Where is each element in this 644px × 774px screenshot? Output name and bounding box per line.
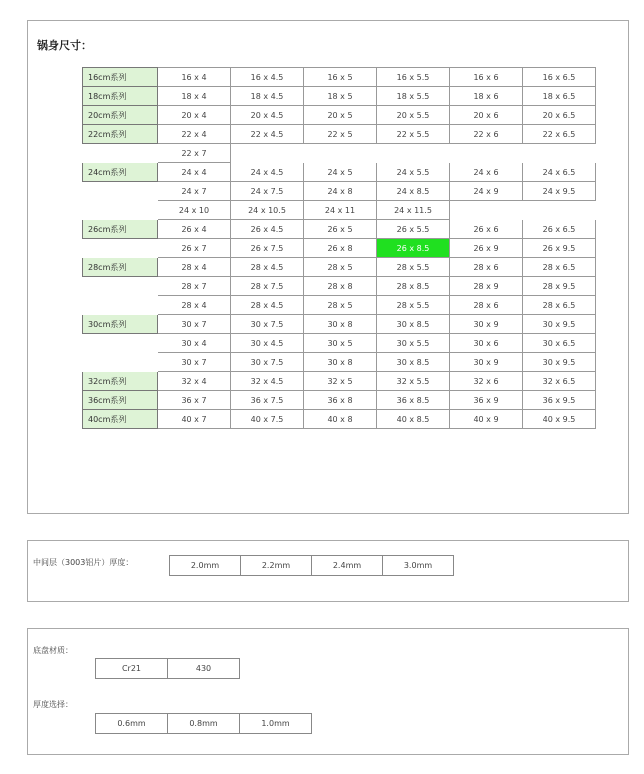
size-option[interactable]: 20 x 6 [450,106,523,125]
size-row [83,182,596,201]
size-option[interactable]: 36 x 9.5 [523,391,596,410]
size-option[interactable]: 18 x 6.5 [523,87,596,106]
series-label: 16cm系列 [83,68,158,87]
size-option[interactable]: 40 x 9.5 [523,410,596,429]
size-row [83,296,596,315]
middle-thickness-option[interactable]: 2.4mm [311,555,383,576]
size-option[interactable]: 26 x 5 [304,220,377,239]
series-label: 18cm系列 [83,87,158,106]
size-option[interactable]: 18 x 5.5 [377,87,450,106]
size-option[interactable]: 24 x 8 [304,182,377,201]
size-option[interactable]: 40 x 8 [304,410,377,429]
series-label: 22cm系列 [83,125,158,144]
size-option[interactable]: 30 x 5 [304,334,377,353]
size-option[interactable]: 28 x 5 [304,258,377,277]
size-option[interactable]: 26 x 7.5 [231,239,304,258]
series-label-empty [83,201,158,220]
size-option[interactable]: 18 x 4 [158,87,231,106]
size-option[interactable]: 24 x 5.5 [377,163,450,182]
series-label-empty [83,239,158,258]
size-option[interactable]: 28 x 4 [158,296,231,315]
size-row [83,277,596,296]
size-option[interactable]: 24 x 7 [158,182,231,201]
size-option[interactable]: 30 x 8 [304,315,377,334]
size-option[interactable]: 24 x 4.5 [231,163,304,182]
size-option[interactable]: 20 x 4 [158,106,231,125]
size-option[interactable]: 28 x 6 [450,258,523,277]
pot-size-table [82,67,596,429]
empty-cell [377,144,450,163]
size-option[interactable]: 30 x 7.5 [231,353,304,372]
size-row [83,125,596,144]
thickness-options [96,713,312,734]
size-option[interactable]: 28 x 8 [304,277,377,296]
size-option[interactable]: 28 x 5.5 [377,258,450,277]
size-option[interactable]: 24 x 6 [450,163,523,182]
size-row [83,258,596,277]
size-option[interactable]: 26 x 9.5 [523,239,596,258]
size-option[interactable]: 24 x 5 [304,163,377,182]
base-material-option[interactable]: 430 [167,658,240,679]
series-label-empty [83,296,158,315]
size-option[interactable]: 28 x 5.5 [377,296,450,315]
size-option[interactable]: 22 x 5.5 [377,125,450,144]
empty-cell [231,144,304,163]
size-option[interactable]: 30 x 8 [304,353,377,372]
size-option[interactable]: 18 x 6 [450,87,523,106]
middle-layer-panel [27,540,629,602]
size-option[interactable]: 40 x 8.5 [377,410,450,429]
size-option[interactable]: 32 x 4.5 [231,372,304,391]
size-row [83,372,596,391]
size-option[interactable]: 28 x 7.5 [231,277,304,296]
size-option[interactable]: 24 x 10.5 [231,201,304,220]
size-row [83,315,596,334]
size-option[interactable]: 16 x 6 [450,68,523,87]
size-option[interactable]: 32 x 6.5 [523,372,596,391]
series-label-empty [83,182,158,201]
series-label-empty [83,334,158,353]
size-option[interactable]: 20 x 4.5 [231,106,304,125]
size-option[interactable]: 22 x 5 [304,125,377,144]
series-label: 24cm系列 [83,163,158,182]
empty-cell [450,144,523,163]
size-option[interactable]: 26 x 6.5 [523,220,596,239]
size-option[interactable]: 16 x 5 [304,68,377,87]
base-material-option[interactable]: Cr21 [95,658,168,679]
size-option[interactable]: 22 x 4.5 [231,125,304,144]
series-label: 32cm系列 [83,372,158,391]
size-row [83,68,596,87]
size-row [83,353,596,372]
base-thickness-option[interactable]: 0.8mm [167,713,240,734]
size-option[interactable]: 28 x 4 [158,258,231,277]
size-option[interactable]: 36 x 7.5 [231,391,304,410]
size-option[interactable]: 24 x 10 [158,201,231,220]
size-row [83,106,596,125]
size-option[interactable]: 26 x 4.5 [231,220,304,239]
base-material-options [96,658,240,679]
middle-thickness-option[interactable]: 3.0mm [382,555,454,576]
empty-cell [523,201,596,220]
size-option[interactable]: 18 x 4.5 [231,87,304,106]
size-row [83,391,596,410]
size-option[interactable]: 16 x 6.5 [523,68,596,87]
series-label: 26cm系列 [83,220,158,239]
size-option[interactable]: 28 x 7 [158,277,231,296]
size-option[interactable]: 24 x 7.5 [231,182,304,201]
size-option[interactable]: 28 x 6.5 [523,296,596,315]
size-option[interactable]: 28 x 4.5 [231,258,304,277]
size-option[interactable]: 24 x 4 [158,163,231,182]
empty-cell [523,144,596,163]
size-option[interactable]: 24 x 11 [304,201,377,220]
size-option[interactable]: 22 x 6.5 [523,125,596,144]
size-option[interactable]: 24 x 6.5 [523,163,596,182]
size-option[interactable]: 30 x 9 [450,353,523,372]
size-option[interactable]: 26 x 4 [158,220,231,239]
size-option[interactable]: 30 x 4.5 [231,334,304,353]
size-option[interactable]: 24 x 11.5 [377,201,450,220]
series-label: 36cm系列 [83,391,158,410]
size-option[interactable]: 24 x 9.5 [523,182,596,201]
size-option[interactable]: 40 x 9 [450,410,523,429]
size-option[interactable]: 26 x 8 [304,239,377,258]
size-option[interactable]: 30 x 4 [158,334,231,353]
middle-thickness-option[interactable]: 2.0mm [169,555,241,576]
base-material-label: 底盘材质： [33,646,73,655]
size-row [83,220,596,239]
size-option[interactable]: 26 x 9 [450,239,523,258]
size-option[interactable]: 20 x 6.5 [523,106,596,125]
size-option[interactable]: 16 x 4 [158,68,231,87]
size-option[interactable]: 28 x 6.5 [523,258,596,277]
series-label: 20cm系列 [83,106,158,125]
size-option[interactable]: 40 x 7 [158,410,231,429]
size-option[interactable]: 30 x 7 [158,315,231,334]
size-option[interactable]: 32 x 5 [304,372,377,391]
series-label: 40cm系列 [83,410,158,429]
size-option[interactable]: 28 x 5 [304,296,377,315]
size-option[interactable]: 30 x 7 [158,353,231,372]
size-option[interactable]: 28 x 9 [450,277,523,296]
size-option[interactable]: 28 x 4.5 [231,296,304,315]
empty-cell [450,201,523,220]
size-option[interactable]: 28 x 6 [450,296,523,315]
size-option[interactable]: 30 x 6.5 [523,334,596,353]
size-option[interactable]: 30 x 9.5 [523,353,596,372]
size-row [83,239,596,258]
size-option[interactable]: 30 x 9.5 [523,315,596,334]
size-option[interactable]: 36 x 7 [158,391,231,410]
size-option[interactable]: 22 x 7 [158,144,231,163]
pot-size-title: 锅身尺寸： [37,39,92,52]
size-option[interactable]: 16 x 5.5 [377,68,450,87]
size-option[interactable]: 36 x 9 [450,391,523,410]
thickness-label: 厚度选择： [33,700,73,709]
middle-layer-label: 中间层（3003铝片）厚度： [33,558,134,567]
size-option[interactable]: 32 x 6 [450,372,523,391]
size-option[interactable]: 22 x 4 [158,125,231,144]
size-option[interactable]: 22 x 6 [450,125,523,144]
size-option[interactable]: 24 x 9 [450,182,523,201]
base-panel [27,628,629,755]
size-option[interactable]: 32 x 4 [158,372,231,391]
empty-cell [304,144,377,163]
size-row [83,201,596,220]
middle-thickness-option[interactable]: 2.2mm [240,555,312,576]
size-option[interactable]: 28 x 9.5 [523,277,596,296]
series-label-empty [83,277,158,296]
middle-layer-options [170,555,454,576]
size-row [83,334,596,353]
size-option[interactable]: 26 x 5.5 [377,220,450,239]
size-option[interactable]: 30 x 8.5 [377,353,450,372]
series-label: 30cm系列 [83,315,158,334]
size-option[interactable]: 36 x 8.5 [377,391,450,410]
size-option[interactable]: 28 x 8.5 [377,277,450,296]
size-option[interactable]: 30 x 8.5 [377,315,450,334]
size-option[interactable]: 26 x 6 [450,220,523,239]
size-option[interactable]: 26 x 7 [158,239,231,258]
size-option[interactable]: 36 x 8 [304,391,377,410]
size-option[interactable]: 30 x 5.5 [377,334,450,353]
size-option[interactable]: 20 x 5 [304,106,377,125]
pot-size-panel [27,20,629,514]
size-option[interactable]: 24 x 8.5 [377,182,450,201]
size-option[interactable]: 30 x 6 [450,334,523,353]
size-option-selected[interactable]: 26 x 8.5 [377,239,450,258]
size-row [83,144,596,163]
size-row [83,410,596,429]
size-option[interactable]: 32 x 5.5 [377,372,450,391]
size-row [83,87,596,106]
series-label-empty [83,144,158,163]
base-thickness-option[interactable]: 0.6mm [95,713,168,734]
size-option[interactable]: 18 x 5 [304,87,377,106]
base-thickness-option[interactable]: 1.0mm [239,713,312,734]
size-option[interactable]: 30 x 9 [450,315,523,334]
size-row [83,163,596,182]
series-label-empty [83,353,158,372]
size-option[interactable]: 20 x 5.5 [377,106,450,125]
series-label: 28cm系列 [83,258,158,277]
size-option[interactable]: 40 x 7.5 [231,410,304,429]
size-option[interactable]: 30 x 7.5 [231,315,304,334]
size-option[interactable]: 16 x 4.5 [231,68,304,87]
